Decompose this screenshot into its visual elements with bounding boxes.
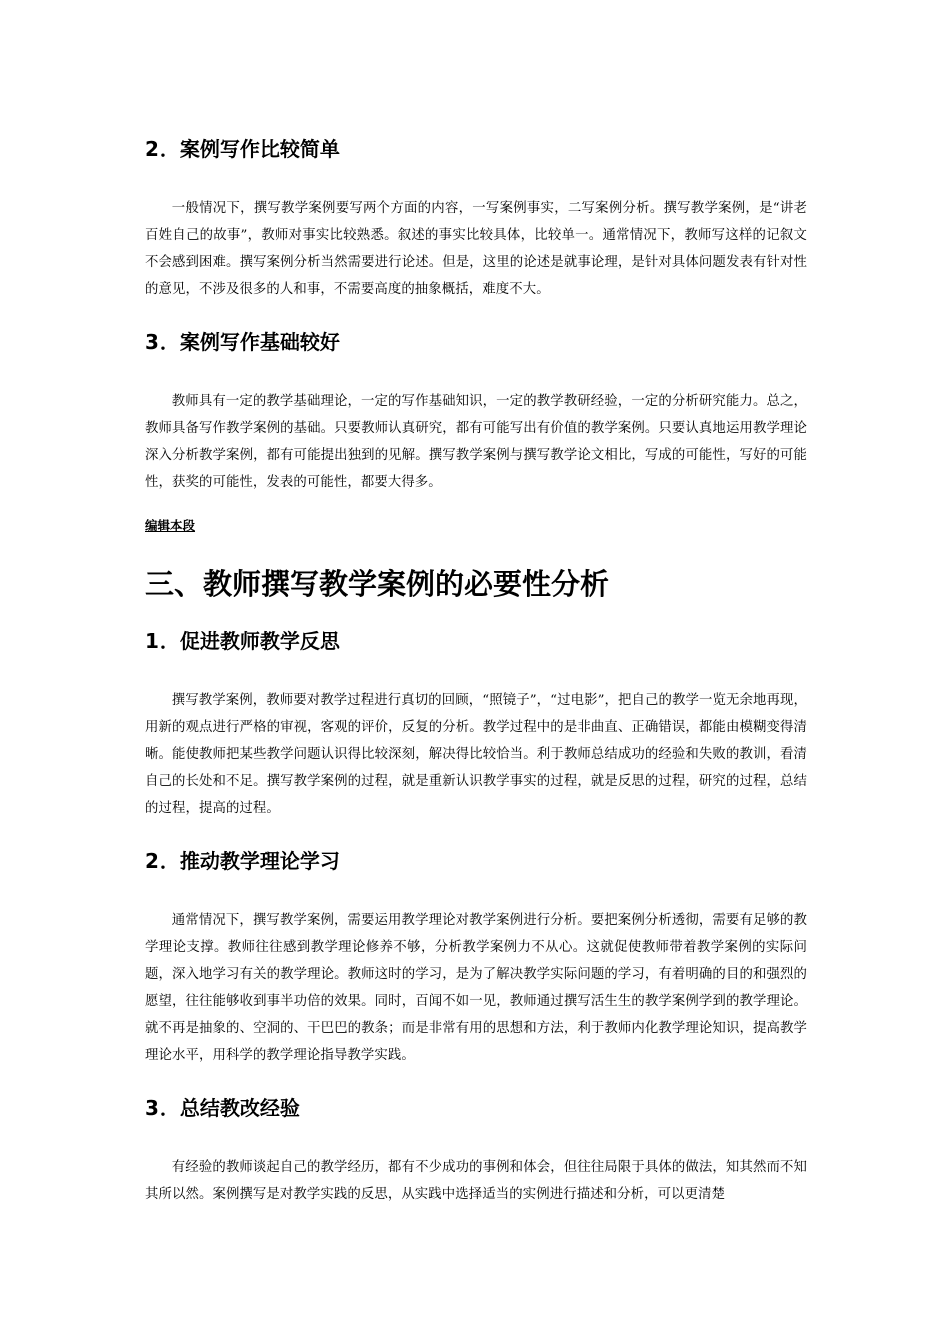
- section-heading-text: ．案例写作基础较好: [159, 330, 340, 354]
- section-number: 3: [145, 330, 160, 354]
- edit-section-link[interactable]: 编辑本段: [145, 518, 196, 533]
- section-paragraph: 撰写教学案例，教师要对教学过程进行真切的回顾，“照镜子”，“过电影”，把自己的教学一览无余地再现，用新的观点进行严格的审视，客观的评价，反复的分析。教学过程中的是非曲直、正确错误，都能由模糊变得清晰。能使教师把某些教学问题认识得比较深刻，解决得比较恰当。利于教师总结成功的经验和失败的教训，看清自己的长处和不足。撰写教学案例的过程，就是重新认识教学事实的过程，就是反思的过程，研究的过程，总结的过程，提高的过程。: [145, 693, 807, 816]
- section-heading-text: ．总结教改经验: [159, 1096, 300, 1120]
- section-heading-text: ．案例写作比较简单: [159, 137, 340, 161]
- section-heading: [145, 325, 807, 359]
- section-paragraph: 通常情况下，撰写教学案例，需要运用教学理论对教学案例进行分析。要把案例分析透彻，需要有足够的教学理论支撑。教师往往感到教学理论修养不够，分析教学案例力不从心。这就促使教师带着教学案例的实际问题，深入地学习有关的教学理论。教师这时的学习，是为了解决教学实际问题的学习，有着明确的目的和强烈的愿望，往往能够收到事半功倍的效果。同时，百闻不如一见，教师通过撰写活生生的教学案例学到的教学理论。就不再是抽象的、空洞的、干巴巴的教条；而是非常有用的思想和方法，利于教师内化教学理论知识，提高教学理论水平，用科学的教学理论指导教学实践。: [145, 913, 807, 1063]
- section-heading: [145, 844, 807, 878]
- truncated-paragraph-wrapper: [145, 1154, 807, 1208]
- section-paragraph: 一般情况下，撰写教学案例要写两个方面的内容，一写案例事实，二写案例分析。撰写教学案例，是“讲老百姓自己的故事”，教师对事实比较熟悉。叙述的事实比较具体，比较单一。通常情况下，教师写这样的记叙文不会感到困难。撰写案例分析当然需要进行论述。但是，这里的论述是就事论理，是针对具体问题发表有针对性的意见，不涉及很多的人和事，不需要高度的抽象概括，难度不大。: [145, 201, 807, 297]
- section-heading-text: ．促进教师教学反思: [159, 629, 340, 653]
- section-heading: [145, 624, 807, 658]
- section-number: 2: [145, 849, 160, 873]
- section-paragraph: 教师具有一定的教学基础理论，一定的写作基础知识，一定的教学教研经验，一定的分析研究能力。总之，教师具备写作教学案例的基础。只要教师认真研究，都有可能写出有价值的教学案例。只要认真地运用教学理论深入分析教学案例，都有可能提出独到的见解。撰写教学案例与撰写教学论文相比，写成的可能性，写好的可能性，获奖的可能性，发表的可能性，都要大得多。: [145, 394, 807, 490]
- chapter-title: 三、教师撰写教学案例的必要性分析: [145, 567, 610, 601]
- section-number: 2: [145, 137, 160, 161]
- section-heading-text: ．推动教学理论学习: [159, 849, 340, 873]
- section-heading: [145, 1091, 807, 1125]
- section-paragraph: 有经验的教师谈起自己的教学经历，都有不少成功的事例和体会，但往往局限于具体的做法，知其然而不知其所以然。案例撰写是对教学实践的反思，从实践中选择适当的实例进行描述和分析，可以更清楚: [145, 1160, 807, 1202]
- section-number: 1: [145, 629, 160, 653]
- section-number: 3: [145, 1096, 160, 1120]
- document-body: [145, 132, 807, 1208]
- section-heading: [145, 132, 807, 166]
